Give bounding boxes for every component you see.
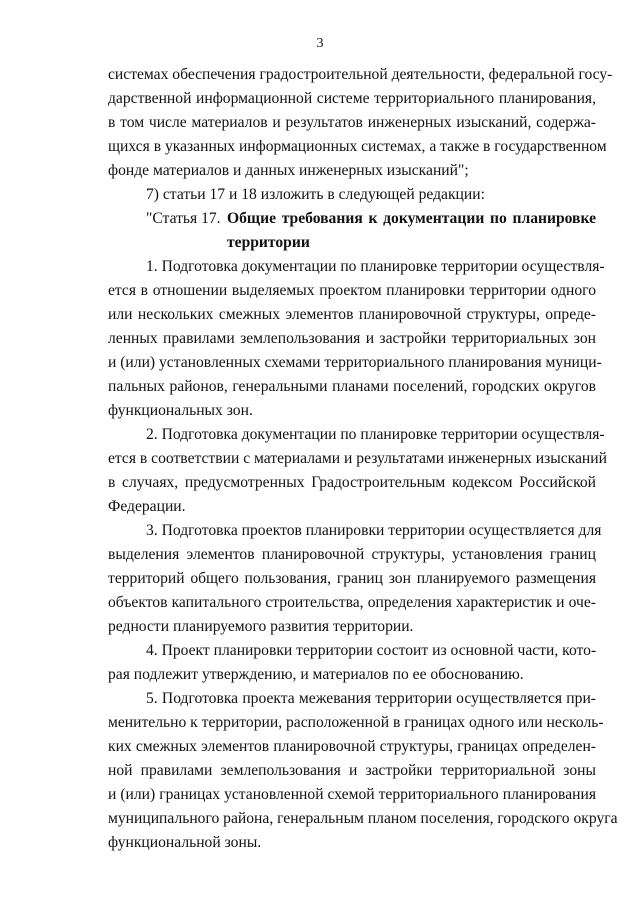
text-line: Федерации. bbox=[108, 498, 186, 515]
text-line: и (или) установленных схемами территориального планирования муници- bbox=[108, 354, 602, 371]
text-line: в том числе материалов и результатов инженерных изысканий, содержа- bbox=[108, 114, 596, 131]
text-line: ких смежных элементов планировочной структуры, границах определен- bbox=[108, 738, 596, 755]
text-line: объектов капитального строительства, определения характеристик и оче- bbox=[108, 594, 596, 611]
text-line: щихся в указанных информационных системах, а также в государственном bbox=[108, 138, 607, 155]
article-title: Общие требования к документации по планировке bbox=[227, 210, 596, 227]
text-line: редности планируемого развития территории. bbox=[108, 618, 414, 635]
article-title: территории bbox=[227, 234, 310, 251]
text-line: пальных районов, генеральными планами поселений, городских округов bbox=[108, 378, 596, 395]
text-line: муниципального района, генеральным планом поселения, городского округа bbox=[108, 810, 618, 827]
text-line: рая подлежит утверждению, и материалов по ее обоснованию. bbox=[108, 666, 524, 683]
text-line: ленных правилами землепользования и застройки территориальных зон bbox=[108, 330, 596, 347]
article-number: "Статья 17. bbox=[146, 210, 221, 227]
text-line: системах обеспечения градостроительной деятельности, федеральной госу- bbox=[108, 66, 613, 83]
text-line: в случаях, предусмотренных Градостроительным кодексом Российской bbox=[108, 474, 596, 491]
text-line: функциональных зон. bbox=[108, 402, 253, 419]
text-line: выделения элементов планировочной структуры, установления границ bbox=[108, 546, 596, 563]
text-line: 4. Проект планировки территории состоит из основной части, кото- bbox=[146, 642, 597, 659]
text-line: 7) статьи 17 и 18 изложить в следующей редакции: bbox=[146, 186, 485, 203]
text-line: 2. Подготовка документации по планировке территории осуществля- bbox=[146, 426, 605, 443]
text-line: функциональной зоны. bbox=[108, 834, 262, 851]
text-line: ется в отношении выделяемых проектом планировки территории одного bbox=[108, 282, 596, 299]
text-line: 3. Подготовка проектов планировки территории осуществляется для bbox=[146, 522, 602, 539]
text-line: и (или) границах установленной схемой территориального планирования bbox=[108, 786, 596, 803]
page-number: 3 bbox=[316, 36, 324, 51]
text-line: территорий общего пользования, границ зон планируемого размещения bbox=[108, 570, 596, 587]
text-line: 5. Подготовка проекта межевания территории осуществляется при- bbox=[146, 690, 596, 707]
text-line: 1. Подготовка документации по планировке территории осуществля- bbox=[146, 258, 605, 275]
text-line: менительно к территории, расположенной в границах одного или несколь- bbox=[108, 714, 604, 731]
text-line: или нескольких смежных элементов планировочной структуры, опреде- bbox=[108, 306, 596, 323]
text-line: ной правилами землепользования и застройки территориальной зоны bbox=[108, 762, 596, 779]
text-line: дарственной информационной системе территориального планирования, bbox=[108, 90, 596, 107]
text-line: ется в соответствии с материалами и результатами инженерных изысканий bbox=[108, 450, 607, 467]
text-line: фонде материалов и данных инженерных изысканий"; bbox=[108, 162, 469, 179]
